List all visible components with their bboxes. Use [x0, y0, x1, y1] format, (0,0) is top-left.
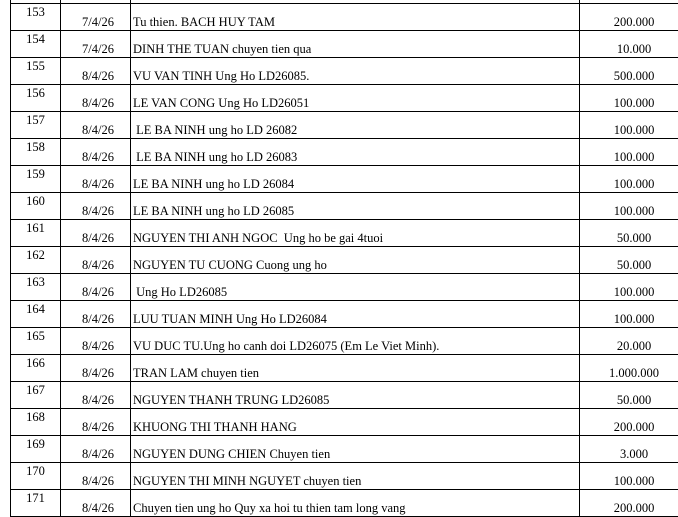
amount-text: 10.000 — [617, 42, 651, 56]
table-row — [11, 4, 678, 31]
amount-cell — [580, 436, 678, 463]
table-row — [11, 409, 678, 436]
table-row — [11, 85, 678, 112]
date-cell — [61, 4, 131, 31]
table-row — [11, 31, 678, 58]
amount-cell — [580, 301, 678, 328]
amount-text: 200.000 — [614, 420, 655, 434]
amount-text: 3.000 — [620, 447, 648, 461]
row-number-cell — [11, 193, 61, 220]
amount-cell — [580, 328, 678, 355]
row-number-text: 156 — [26, 86, 45, 100]
date-cell — [61, 274, 131, 301]
table-row — [11, 193, 678, 220]
content-text: Chuyen tien ung ho Quy xa hoi tu thien tam long vang — [133, 501, 406, 515]
content-cell — [131, 85, 580, 112]
content-text: LUU TUAN MINH Ung Ho LD26084 — [133, 312, 327, 326]
content-text: LE BA NINH ung ho LD 26084 — [133, 177, 294, 191]
row-number-cell — [11, 31, 61, 58]
date-cell — [61, 463, 131, 490]
row-number-cell — [11, 220, 61, 247]
row-number-text: 164 — [26, 302, 45, 316]
date-text: 8/4/26 — [82, 96, 114, 110]
content-cell — [131, 274, 580, 301]
row-number-cell — [11, 112, 61, 139]
amount-cell — [580, 355, 678, 382]
amount-cell — [580, 247, 678, 274]
content-cell — [131, 328, 580, 355]
date-cell — [61, 301, 131, 328]
row-number-text: 171 — [26, 491, 45, 505]
amount-text: 100.000 — [614, 312, 655, 326]
row-number-text: 162 — [26, 248, 45, 262]
row-number-text: 167 — [26, 383, 45, 397]
date-cell — [61, 247, 131, 274]
amount-text: 200.000 — [614, 15, 655, 29]
content-cell — [131, 112, 580, 139]
table-row — [11, 139, 678, 166]
date-cell — [61, 139, 131, 166]
row-number-cell — [11, 409, 61, 436]
row-number-text: 169 — [26, 437, 45, 451]
date-text: 8/4/26 — [82, 339, 114, 353]
table-row — [11, 355, 678, 382]
amount-text: 100.000 — [614, 123, 655, 137]
amount-text: 20.000 — [617, 339, 651, 353]
content-text: NGUYEN THANH TRUNG LD26085 — [133, 393, 329, 407]
row-number-cell — [11, 4, 61, 31]
date-cell — [61, 58, 131, 85]
amount-text: 100.000 — [614, 285, 655, 299]
amount-cell — [580, 463, 678, 490]
table-row — [11, 490, 678, 517]
content-cell — [131, 31, 580, 58]
date-text: 8/4/26 — [82, 312, 114, 326]
row-number-text: 160 — [26, 194, 45, 208]
date-cell — [61, 436, 131, 463]
amount-text: 500.000 — [614, 69, 655, 83]
row-number-cell — [11, 355, 61, 382]
amount-cell — [580, 31, 678, 58]
content-text: LE BA NINH ung ho LD 26083 — [133, 150, 297, 164]
row-number-cell — [11, 58, 61, 85]
date-text: 8/4/26 — [82, 177, 114, 191]
row-number-text: 159 — [26, 167, 45, 181]
row-number-text: 165 — [26, 329, 45, 343]
row-number-cell — [11, 247, 61, 274]
content-text: Ung Ho LD26085 — [133, 285, 227, 299]
table-row — [11, 220, 678, 247]
date-cell — [61, 409, 131, 436]
content-text: NGUYEN DUNG CHIEN Chuyen tien — [133, 447, 330, 461]
row-number-text: 163 — [26, 275, 45, 289]
content-text: Tu thien. BACH HUY TAM — [133, 15, 275, 29]
date-text: 7/4/26 — [82, 15, 114, 29]
date-text: 8/4/26 — [82, 393, 114, 407]
amount-cell — [580, 220, 678, 247]
date-text: 8/4/26 — [82, 501, 114, 515]
row-number-text: 154 — [26, 32, 45, 46]
donation-ledger-page — [10, 0, 678, 481]
content-text: NGUYEN THI MINH NGUYET chuyen tien — [133, 474, 361, 488]
amount-cell — [580, 112, 678, 139]
row-number-cell — [11, 85, 61, 112]
row-number-cell — [11, 436, 61, 463]
content-cell — [131, 301, 580, 328]
amount-text: 1.000.000 — [609, 366, 659, 380]
row-number-text: 161 — [26, 221, 45, 235]
date-text: 8/4/26 — [82, 420, 114, 434]
table-row — [11, 112, 678, 139]
amount-cell — [580, 139, 678, 166]
content-cell — [131, 139, 580, 166]
date-cell — [61, 220, 131, 247]
date-cell — [61, 85, 131, 112]
amount-cell — [580, 382, 678, 409]
content-cell — [131, 193, 580, 220]
date-text: 8/4/26 — [82, 285, 114, 299]
date-text: 8/4/26 — [82, 231, 114, 245]
date-cell — [61, 382, 131, 409]
amount-cell — [580, 490, 678, 517]
amount-cell — [580, 193, 678, 220]
content-text: VU DUC TU.Ung ho canh doi LD26075 (Em Le Viet Minh). — [133, 339, 439, 353]
row-number-cell — [11, 490, 61, 517]
row-number-text: 170 — [26, 464, 45, 478]
date-cell — [61, 193, 131, 220]
amount-text: 100.000 — [614, 204, 655, 218]
date-text: 8/4/26 — [82, 123, 114, 137]
content-text: LE BA NINH ung ho LD 26085 — [133, 204, 294, 218]
row-number-text: 153 — [26, 5, 45, 19]
content-text: NGUYEN TU CUONG Cuong ung ho — [133, 258, 327, 272]
donation-table — [10, 0, 678, 517]
content-text: LE VAN CONG Ung Ho LD26051 — [133, 96, 309, 110]
content-cell — [131, 463, 580, 490]
amount-cell — [580, 409, 678, 436]
date-text: 8/4/26 — [82, 204, 114, 218]
table-row — [11, 382, 678, 409]
content-cell — [131, 490, 580, 517]
row-number-text: 158 — [26, 140, 45, 154]
table-row — [11, 247, 678, 274]
content-text: KHUONG THI THANH HANG — [133, 420, 297, 434]
amount-text: 50.000 — [617, 231, 651, 245]
table-row — [11, 328, 678, 355]
content-cell — [131, 247, 580, 274]
content-text: DINH THE TUAN chuyen tien qua — [133, 42, 311, 56]
content-text: VU VAN TINH Ung Ho LD26085. — [133, 69, 309, 83]
content-text: LE BA NINH ung ho LD 26082 — [133, 123, 297, 137]
date-cell — [61, 112, 131, 139]
date-text: 8/4/26 — [82, 69, 114, 83]
content-cell — [131, 436, 580, 463]
date-cell — [61, 490, 131, 517]
content-cell — [131, 166, 580, 193]
content-cell — [131, 4, 580, 31]
date-text: 7/4/26 — [82, 42, 114, 56]
row-number-text: 166 — [26, 356, 45, 370]
content-cell — [131, 220, 580, 247]
date-text: 8/4/26 — [82, 474, 114, 488]
row-number-cell — [11, 166, 61, 193]
amount-cell — [580, 58, 678, 85]
table-row — [11, 274, 678, 301]
date-cell — [61, 31, 131, 58]
content-text: TRAN LAM chuyen tien — [133, 366, 259, 380]
donation-table-body — [11, 0, 678, 517]
content-cell — [131, 58, 580, 85]
amount-text: 50.000 — [617, 393, 651, 407]
amount-cell — [580, 274, 678, 301]
table-row — [11, 58, 678, 85]
amount-text: 50.000 — [617, 258, 651, 272]
table-row — [11, 436, 678, 463]
amount-text: 100.000 — [614, 96, 655, 110]
content-cell — [131, 382, 580, 409]
date-cell — [61, 328, 131, 355]
row-number-text: 155 — [26, 59, 45, 73]
row-number-cell — [11, 328, 61, 355]
row-number-cell — [11, 274, 61, 301]
row-number-text: 157 — [26, 113, 45, 127]
content-text: NGUYEN THI ANH NGOC Ung ho be gai 4tuoi — [133, 231, 383, 245]
row-number-cell — [11, 463, 61, 490]
amount-text: 200.000 — [614, 501, 655, 515]
date-text: 8/4/26 — [82, 447, 114, 461]
row-number-text: 168 — [26, 410, 45, 424]
row-number-cell — [11, 382, 61, 409]
row-number-cell — [11, 301, 61, 328]
table-row — [11, 301, 678, 328]
amount-cell — [580, 4, 678, 31]
row-number-cell — [11, 139, 61, 166]
date-text: 8/4/26 — [82, 366, 114, 380]
amount-text: 100.000 — [614, 474, 655, 488]
amount-cell — [580, 85, 678, 112]
content-cell — [131, 355, 580, 382]
amount-cell — [580, 166, 678, 193]
date-text: 8/4/26 — [82, 150, 114, 164]
content-cell — [131, 409, 580, 436]
date-cell — [61, 355, 131, 382]
date-cell — [61, 166, 131, 193]
table-row — [11, 166, 678, 193]
table-row — [11, 463, 678, 490]
amount-text: 100.000 — [614, 150, 655, 164]
date-text: 8/4/26 — [82, 258, 114, 272]
amount-text: 100.000 — [614, 177, 655, 191]
